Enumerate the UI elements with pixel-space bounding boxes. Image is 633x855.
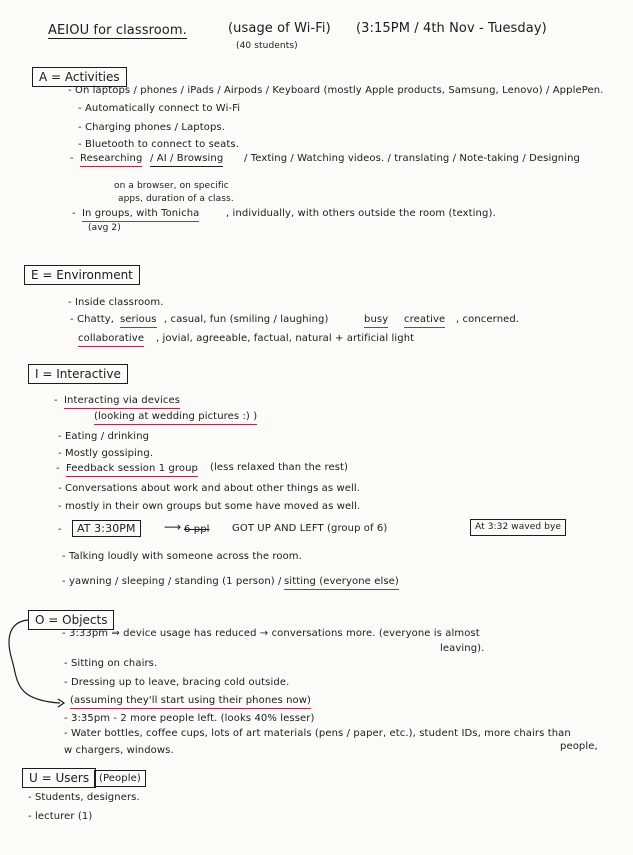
activities-groups-rest: , individually, with others outside the room (texting). — [226, 208, 496, 219]
users-people: (People) — [94, 770, 146, 787]
interactive-waved: At 3:32 waved bye — [470, 519, 566, 536]
interactive-got-up: GOT UP AND LEFT (group of 6) — [232, 523, 388, 534]
activities-groups: In groups, with Tonicha — [82, 207, 199, 222]
interactive-feedback-rest: (less relaxed than the rest) — [210, 462, 349, 473]
environment-busy: busy — [364, 313, 388, 328]
environment-collab-rest: , jovial, agreeable, factual, natural + artificial light — [156, 333, 415, 344]
activities-researching: Researching — [80, 152, 142, 167]
activities-item-4: - Bluetooth to connect to seats. — [78, 139, 239, 150]
activities-item-2: - Automatically connect to Wi-Fi — [78, 103, 241, 114]
activities-header: A = Activities — [32, 67, 127, 87]
title-time: (3:15PM / 4th Nov - Tuesday) — [356, 21, 547, 36]
objects-line-1b: leaving). — [440, 643, 485, 654]
interactive-yawning: - yawning / sleeping / standing (1 person) / — [62, 576, 282, 587]
activities-ai-browsing: / AI / Browsing — [150, 152, 223, 167]
title-students: (40 students) — [236, 41, 298, 51]
users-item-1: - Students, designers. — [28, 792, 140, 803]
activities-item-1: - On laptops / phones / iPads / Airpods / Keyboard (mostly Apple products, Samsung, Lenovo) / ApplePen. — [68, 85, 604, 96]
activities-research-rest: / Texting / Watching videos. / translating / Note-taking / Designing — [244, 153, 580, 164]
interactive-crossed: 6 ppl — [184, 524, 210, 535]
users-item-2: - lecturer (1) — [28, 811, 93, 822]
title-main: AEIOU for classroom. — [48, 23, 187, 38]
environment-concerned: , concerned. — [456, 314, 520, 325]
environment-casual: , casual, fun (smiling / laughing) — [164, 314, 329, 325]
title-usage: (usage of Wi-Fi) — [228, 21, 331, 36]
objects-header: O = Objects — [28, 610, 114, 630]
objects-line-6b: people, — [560, 741, 598, 752]
environment-header: E = Environment — [24, 265, 140, 285]
interactive-devices: Interacting via devices — [64, 394, 180, 409]
notebook-page: AEIOU for classroom. (usage of Wi-Fi) (40 students) (3:15PM / 4th Nov - Tuesday) A = Activities - On laptops / phones / iPads / Airpods / Keyboard (mostly Apple products, Samsung, Lenovo) / ApplePen. - Automatically connect to Wi-Fi - Charging phones / Laptops. - Bluetooth to connect to seats. - Researching / AI / Browsing / Texting / Watching videos. / translating / Note-taking / Designing on a browser, on specific apps, duration of a class. - In groups, with Tonicha , individually, with others outside the room (texting). (avg 2) E = Environment - Inside classroom. - Chatty, serious , casual, fun (smiling / laughing) busy creative , concerned. collaborative , jovial, agreeable, factual, natural + artificial light I = Interactive - Interacting via devices (looking at wedding pictures :) ) - Eating / drinking - Mostly gossiping. - Feedback session 1 group (less relaxed than the rest) - Conversations about work and about other things as well. - mostly in their own groups but some have moved as well. - AT 3:30PM ⟶ 6 ppl GOT UP AND LEFT (group of 6) At 3:32 waved bye - Talking loudly with someone across the room. - yawning / sleeping / standing (1 person) / sitting (everyone else) O = Objects - 3:33pm ⇒ device usage has reduced → conversations more. (everyone is almost leaving). - Sitting on chairs. - Dressing up to leave, bracing cold outside. (assuming they'll start using their phones now) - 3:35pm - 2 more people left. (looks 40% lesser) - Water bottles, coffee cups, lots of art materials (pens / paper, etc.), student IDs, more chairs than people, w chargers, windows. U = Users (People) - Students, designers. - lecturer (1) — [0, 0, 633, 855]
environment-creative: creative — [404, 313, 445, 328]
interactive-sitting: sitting (everyone else) — [284, 575, 399, 590]
objects-line-5: - 3:35pm - 2 more people left. (looks 40% lesser) — [64, 713, 315, 724]
interactive-wedding: (looking at wedding pictures :) ) — [94, 410, 257, 425]
interactive-groups: - mostly in their own groups but some have moved as well. — [58, 501, 361, 512]
users-header: U = Users — [22, 768, 96, 788]
environment-serious: serious — [120, 313, 157, 328]
activities-item-3: - Charging phones / Laptops. — [78, 122, 226, 133]
interactive-at-time: AT 3:30PM — [72, 520, 141, 537]
environment-collaborative: collaborative — [78, 332, 144, 347]
environment-item-1: - Inside classroom. — [68, 297, 164, 308]
interactive-header: I = Interactive — [28, 364, 128, 384]
objects-line-1: - 3:33pm ⇒ device usage has reduced → conversations more. (everyone is almost — [62, 628, 480, 639]
objects-line-7: w chargers, windows. — [64, 745, 174, 756]
interactive-item-2: - Mostly gossiping. — [58, 448, 154, 459]
objects-line-2: - Sitting on chairs. — [64, 658, 158, 669]
activities-note-2: apps, duration of a class. — [118, 194, 234, 204]
interactive-item-1: - Eating / drinking — [58, 431, 150, 442]
interactive-conversations: - Conversations about work and about other things as well. — [58, 483, 361, 494]
objects-line-4: (assuming they'll start using their phones now) — [70, 694, 311, 709]
objects-line-6: - Water bottles, coffee cups, lots of art materials (pens / paper, etc.), student IDs, more chairs than — [64, 728, 571, 739]
interactive-feedback: Feedback session 1 group — [66, 462, 198, 477]
objects-line-3: - Dressing up to leave, bracing cold outside. — [64, 677, 290, 688]
activities-note-1: on a browser, on specific — [114, 181, 229, 191]
activities-avg: (avg 2) — [88, 223, 121, 233]
interactive-talking: - Talking loudly with someone across the room. — [62, 551, 302, 562]
environment-chatty: - Chatty, — [70, 314, 115, 325]
